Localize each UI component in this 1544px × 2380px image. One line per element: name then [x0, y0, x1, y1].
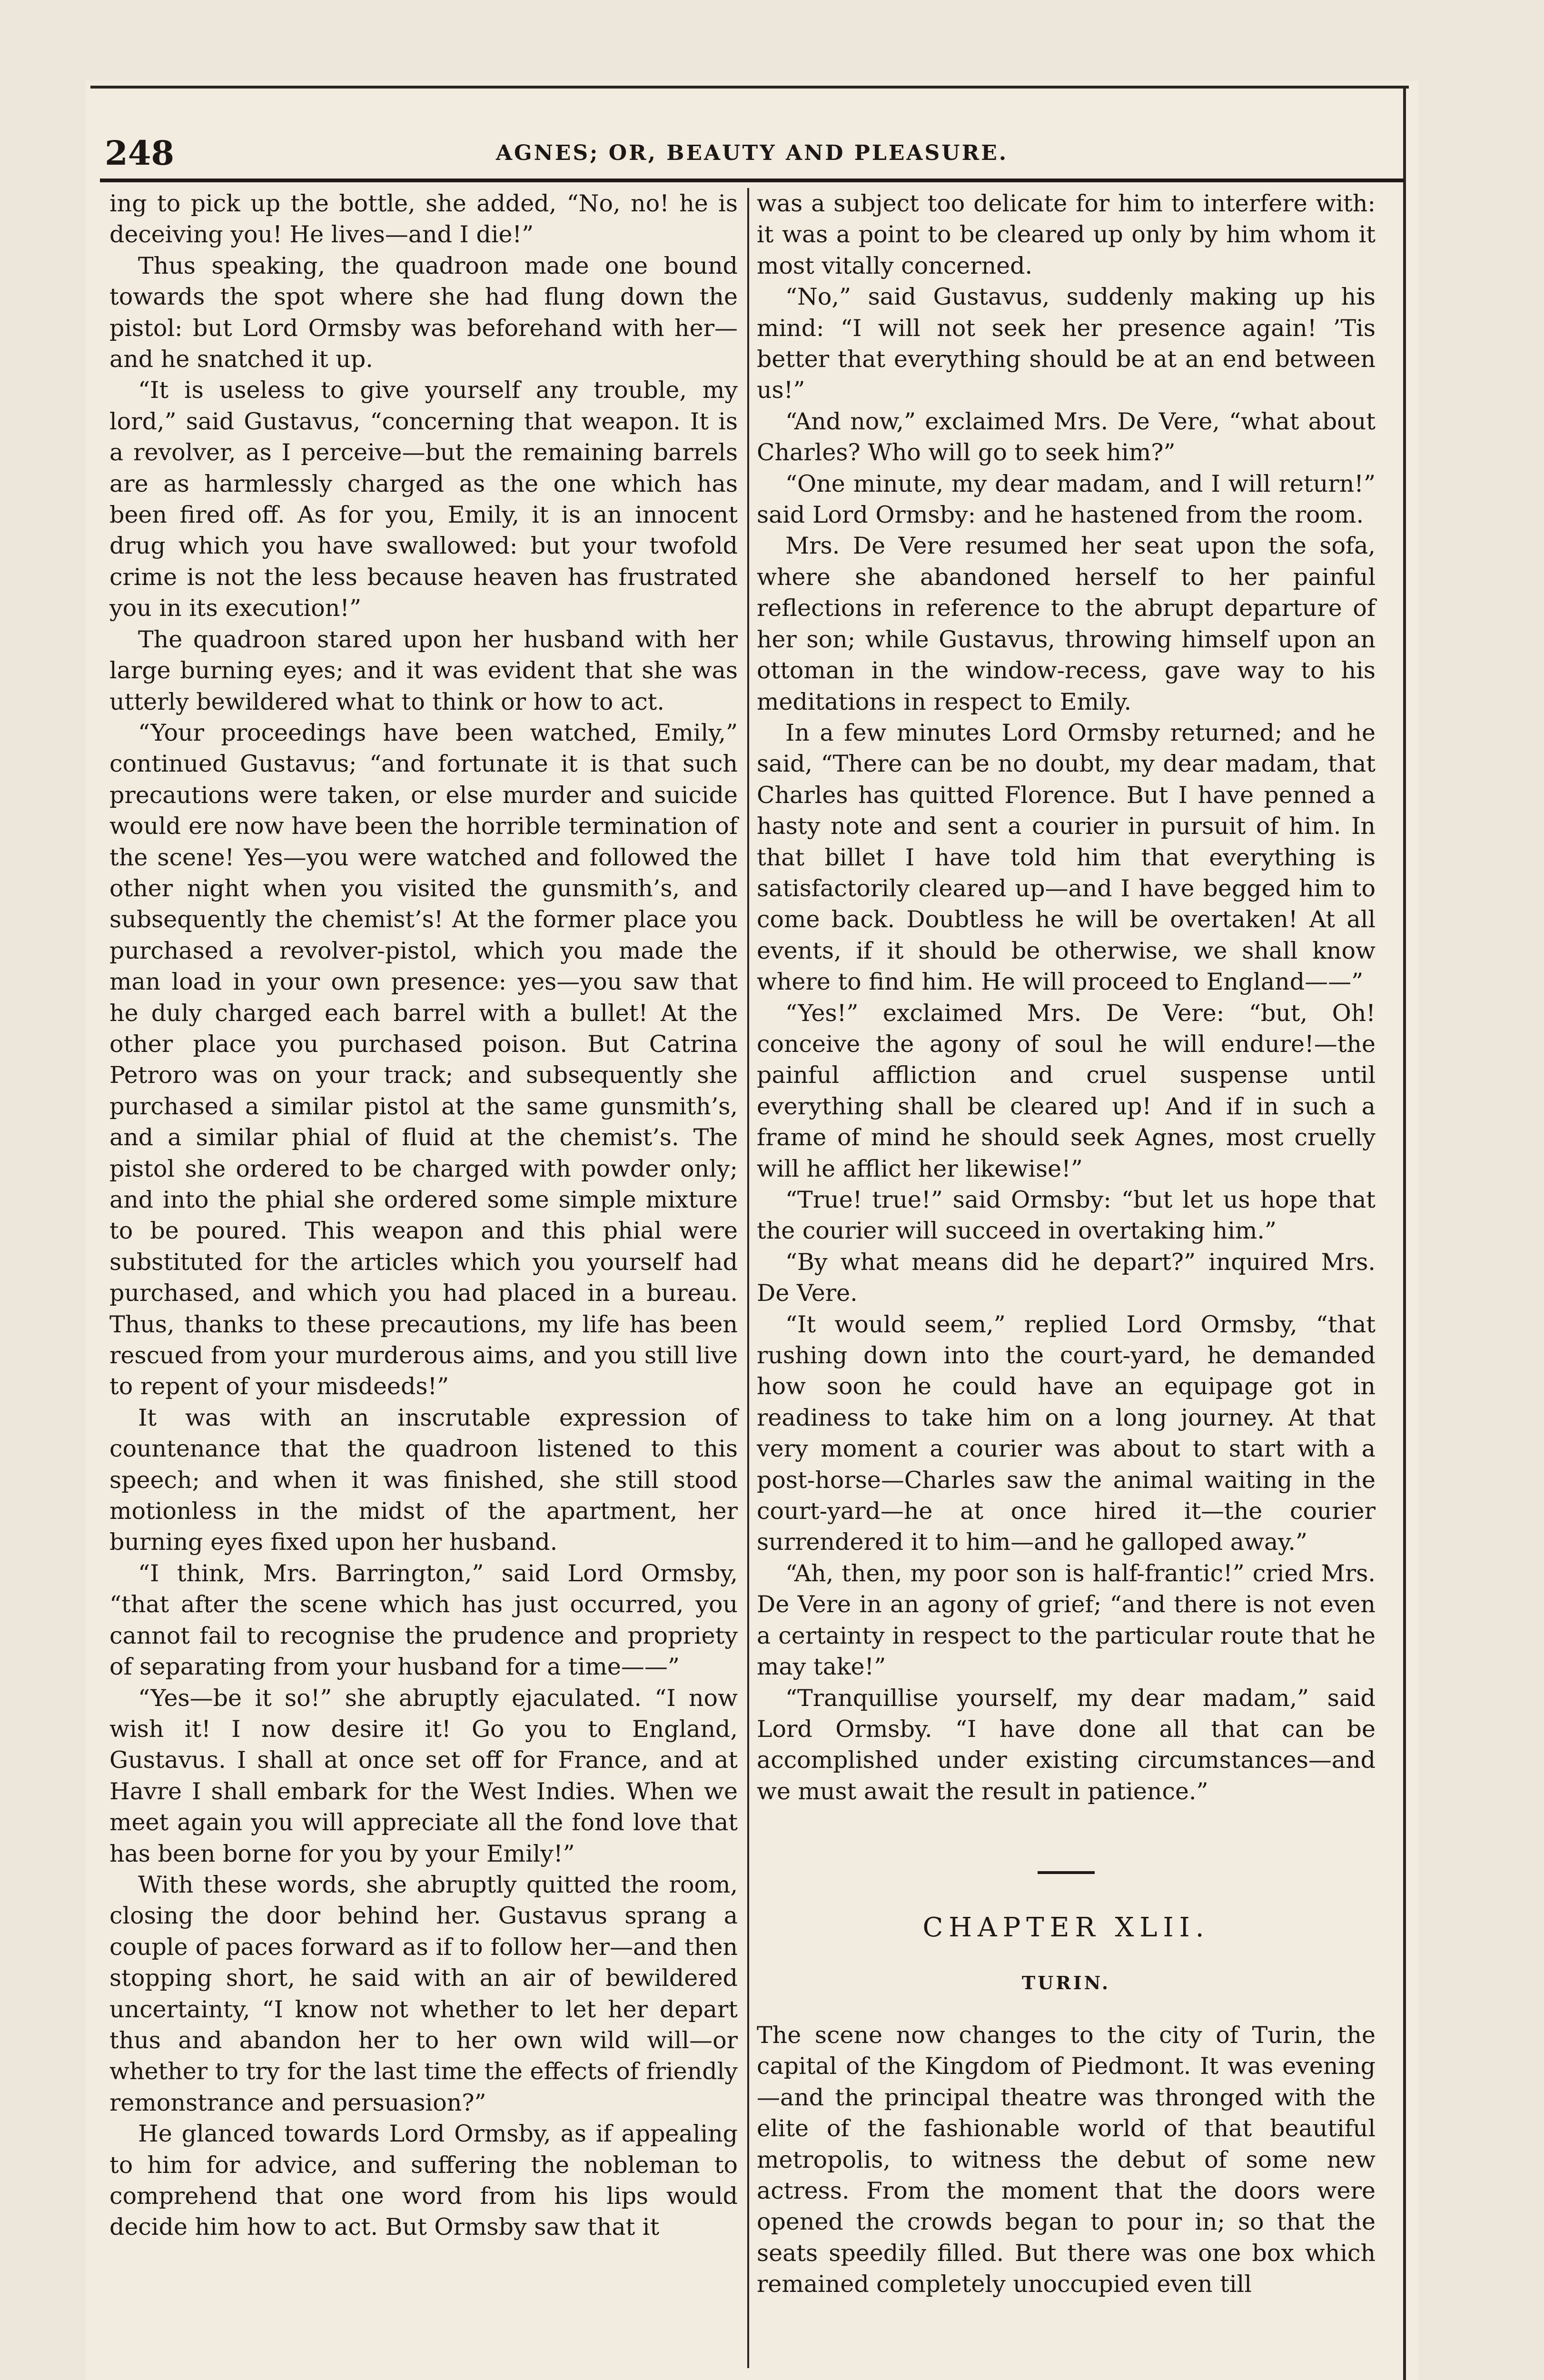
paragraph: “Tranquillise yourself, my dear madam,” said Lord Ormsby. “I have done all that can be accomplished under existing circumstances—and we must await the result in patience.” — [757, 1684, 1376, 1805]
paragraph: ing to pick up the bottle, she added, “No, no! he is deceiving you! He lives—and I die!” — [109, 190, 738, 248]
paragraph: Thus speaking, the quadroon made one bound towards the spot where she had flung down the pistol: but Lord Ormsby was beforehand with her—and he snatched it up. — [109, 252, 738, 373]
paragraph: “No,” said Gustavus, suddenly making up his mind: “I will not seek her presence again! ’Tis better that everything should be at an end between us!” — [757, 283, 1376, 404]
top-border-rule — [90, 86, 1409, 89]
paragraph: “It would seem,” replied Lord Ormsby, “that rushing down into the court-yard, he demanded how soon he could have an equipage got in readiness to take him on a long journey. At that very moment a courier was about to start with a post-horse—Charles saw the animal waiting in the court-yard—he at once hired it—the courier surrendered it to him—and he galloped away.” — [757, 1310, 1376, 1556]
paragraph: “By what means did he depart?” inquired Mrs. De Vere. — [757, 1248, 1376, 1307]
paragraph: “True! true!” said Ormsby: “but let us hope that the courier will succeed in overtaking him.” — [757, 1186, 1376, 1245]
running-title: AGNES; OR, BEAUTY AND PLEASURE. — [495, 141, 1009, 165]
paragraph: “Yes—be it so!” she abruptly ejaculated. “I now wish it! I now desire it! Go you to England, Gustavus. I shall at once set off for France, and at Havre I shall embark for the West Indies. When we meet again you will appreciate all the fond love that has been borne for you by your Emily!” — [109, 1684, 738, 1867]
paragraph: was a subject too delicate for him to interfere with: it was a point to be cleared up only by him whom it most vitally concerned. — [757, 190, 1376, 279]
paragraph: It was with an inscrutable expression of countenance that the quadroon listened to this speech; and when it was finished, she still stood motionless in the midst of the apartment, her burning eyes fixed upon her husband. — [109, 1404, 738, 1556]
column-divider — [747, 188, 749, 2368]
paragraph: In a few minutes Lord Ormsby returned; and he said, “There can be no doubt, my dear madam, that Charles has quitted Florence. But I have penned a hasty note and sent a courier in pursuit of him. In that billet I have told him that everything is satisfactorily cleared up—and I have begged him to come back. Doubtless he will be overtaken! At all events, if it should be otherwise, we shall know where to find him. He will proceed to England——” — [757, 719, 1376, 996]
paragraph: The quadroon stared upon her husband with her large burning eyes; and it was evident that she was utterly bewildered what to think or how to act. — [109, 625, 738, 715]
right-border-rule — [1403, 86, 1406, 2380]
left-column — [109, 188, 738, 2243]
header-rule — [100, 178, 1404, 182]
paragraph: Mrs. De Vere resumed her seat upon the sofa, where she abandoned herself to her painful reflections in reference to the abrupt departure of her son; while Gustavus, throwing himself upon an ottoman in the window-recess, gave way to his meditations in respect to Emily. — [757, 532, 1376, 715]
paragraph: “Ah, then, my poor son is half-frantic!” cried Mrs. De Vere in an agony of grief; “and there is not even a certainty in respect to the particular route that he may take!” — [757, 1559, 1376, 1681]
chapter-separator — [1038, 1871, 1095, 1874]
paragraph: “Your proceedings have been watched, Emily,” continued Gustavus; “and fortunate it is that such precautions were taken, or else murder and suicide would ere now have been the horrible termination of the scene! Yes—you were watched and followed the other night when you visited the gunsmith’s, and subsequently the chemist’s! At the former place you purchased a revolver-pistol, which you made the man load in your own presence: yes—you saw that he duly charged each barrel with a bullet! At the other place you purchased poison. But Catrina Petroro was on your track; and subsequently she purchased a similar pistol at the same gunsmith’s, and a similar phial of fluid at the chemist’s. The pistol she ordered to be charged with powder only; and into the phial she ordered some simple mixture to be poured. This weapon and this phial were substituted for the articles which you yourself had purchased, and which you had placed in a bureau. Thus, thanks to these precautions, my life has been rescued from your murderous aims, and you still live to repent of your misdeeds!” — [109, 719, 738, 1400]
paragraph: “Yes!” exclaimed Mrs. De Vere: “but, Oh! conceive the agony of soul he will endure!—the painful affliction and cruel suspense until everything shall be cleared up! And if in such a frame of mind he should seek Agnes, most cruelly will he afflict her likewise!” — [757, 999, 1376, 1182]
paragraph: “And now,” exclaimed Mrs. De Vere, “what about Charles? Who will go to seek him?” — [757, 407, 1376, 466]
paragraph: “I think, Mrs. Barrington,” said Lord Ormsby, “that after the scene which has just occurred, you cannot fail to recognise the prudence and propriety of separating from your husband for a time——” — [109, 1559, 738, 1681]
paragraph: He glanced towards Lord Ormsby, as if appealing to him for advice, and suffering the nobleman to comprehend that one word from his lips would decide him how to act. But Ormsby saw that it — [109, 2120, 738, 2241]
paragraph: “One minute, my dear madam, and I will return!” said Lord Ormsby: and he hastened from the room. — [757, 470, 1376, 529]
paragraph: With these words, she abruptly quitted the room, closing the door behind her. Gustavus sprang a couple of paces forward as if to follow her—and then stopping short, he said with an air of bewildered uncertainty, “I know not whether to let her depart thus and abandon her to her own wild will—or whether to try for the last time the effects of friendly remonstrance and persuasion?” — [109, 1871, 738, 2116]
paragraph: The scene now changes to the city of Turin, the capital of the Kingdom of Piedmont. It was evening—and the principal theatre was thronged with the elite of the fashionable world of that beautiful metropolis, to witness the debut of some new actress. From the moment that the doors were opened the crowds began to pour in; so that the seats speedily filled. But there was one box which remained completely unoccupied even till — [757, 2021, 1376, 2298]
paragraph: “It is useless to give yourself any trouble, my lord,” said Gustavus, “concerning that weapon. It is a revolver, as I perceive—but the remaining barrels are as harmlessly charged as the one which has been fired off. As for you, Emily, it is an innocent drug which you have swallowed: but your twofold crime is not the less because heaven has frustrated you in its execution!” — [109, 377, 738, 622]
chapter-subtitle: TURIN. — [1021, 1972, 1111, 1993]
chapter-title: CHAPTER XLII. — [922, 1912, 1210, 1944]
page-header — [105, 129, 1399, 176]
right-column — [757, 188, 1376, 2300]
page-number: 248 — [105, 133, 175, 173]
